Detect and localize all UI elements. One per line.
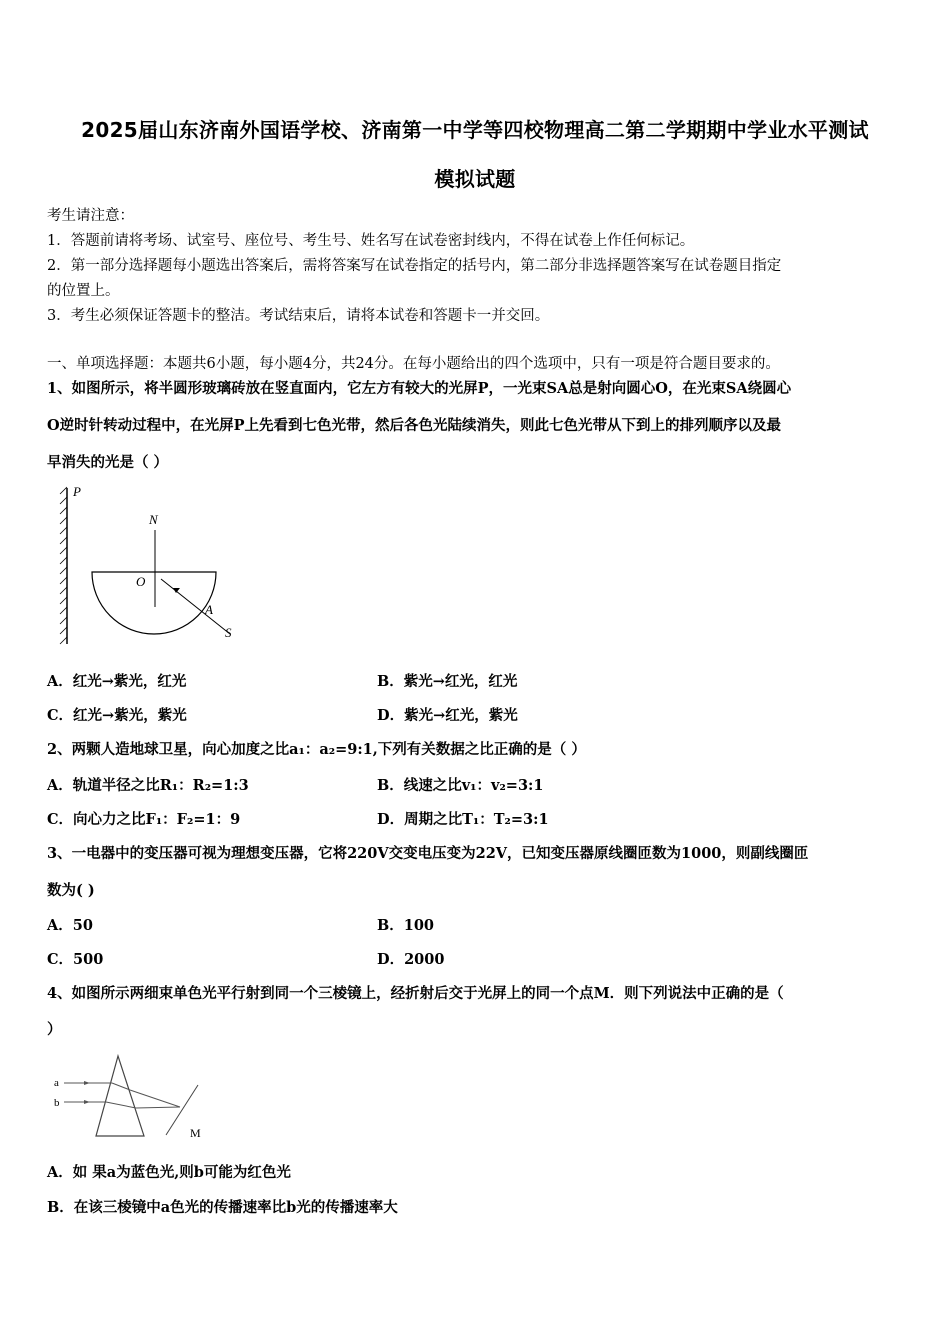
ray-b-inside	[106, 1102, 136, 1108]
q3-option-d: D．2000	[377, 951, 445, 968]
q4-option-b: B．在该三棱镜中a色光的传播速率比b光的传播速率大	[47, 1199, 398, 1216]
q1-figure	[40, 482, 260, 652]
label-o: O	[136, 574, 146, 589]
q3-option-b: B．100	[377, 917, 435, 934]
ray-a-out	[130, 1090, 180, 1107]
notice-heading: 考生请注意：	[47, 208, 134, 224]
page-title-line-2: 模拟试题	[434, 167, 516, 191]
q3-option-c: C．500	[47, 951, 104, 968]
q1-option-b: B．紫光→红光，红光	[377, 673, 518, 690]
q1-stem-line-3: 早消失的光是（ ）	[47, 454, 169, 471]
arrow-head-icon	[173, 588, 180, 593]
label-s: S	[225, 625, 232, 640]
notice-item-1: 1．答题前请将考场、试室号、座位号、考生号、姓名写在试卷密封线内，不得在试卷上作任何标记。	[47, 233, 695, 249]
q4-stem-line-2: ）	[47, 1021, 62, 1038]
q1-option-a: A．红光→紫光，红光	[47, 673, 187, 690]
label-a-ray: a	[54, 1077, 59, 1089]
q1-option-c: C．红光→紫光，紫光	[47, 707, 187, 724]
q3-option-a: A．50	[47, 917, 93, 934]
q4-figure	[48, 1050, 218, 1145]
q2-option-b: B．线速之比v₁：v₂=3:1	[377, 777, 544, 794]
label-a: A	[205, 602, 213, 617]
notice-item-3: 3．考生必须保证答题卡的整洁。考试结束后，请将本试卷和答题卡一并交回。	[47, 308, 550, 324]
q1-stem-line-1: 1、如图所示，将半圆形玻璃砖放在竖直面内，它左方有较大的光屏P，一光束SA总是射向圆心O，在光束SA绕圆心	[47, 380, 792, 397]
label-n: N	[149, 512, 158, 527]
ray-b-out	[136, 1107, 180, 1108]
q3-stem-line-1: 3、一电器中的变压器可视为理想变压器，它将220V交变电压变为22V，已知变压器原线圈匝数为1000，则副线圈匝	[47, 845, 809, 862]
q1-stem-line-2: O逆时针转动过程中，在光屏P上先看到七色光带，然后各色光陆续消失，则此七色光带从下到上的排列顺序以及最	[47, 417, 782, 434]
q4-option-a: A．如 果a为蓝色光,则b可能为红色光	[47, 1164, 291, 1181]
notice-item-2b: 的位置上。	[47, 283, 120, 299]
q1-option-d: D．紫光→红光，紫光	[377, 707, 518, 724]
q2-option-a: A．轨道半径之比R₁：R₂=1:3	[47, 777, 249, 794]
prism-triangle	[96, 1056, 144, 1136]
q2-option-d: D．周期之比T₁：T₂=3:1	[377, 811, 549, 828]
page-title-line-1: 2025届山东济南外国语学校、济南第一中学等四校物理高二第二学期期中学业水平测试	[81, 118, 869, 142]
arrow-head-icon	[84, 1100, 90, 1104]
notice-item-2a: 2．第一部分选择题每小题选出答案后，需将答案写在试卷指定的括号内，第二部分非选择题答案写在试卷题目指定	[47, 258, 782, 274]
label-b-ray: b	[54, 1097, 60, 1109]
section-1-heading: 一、单项选择题：本题共6小题，每小题4分，共24分。在每小题给出的四个选项中，只有一项是符合题目要求的。	[47, 356, 780, 372]
semicircle-glass	[92, 572, 216, 634]
q4-stem-line-1: 4、如图所示两细束单色光平行射到同一个三棱镜上，经折射后交于光屏上的同一个点M．则下列说法中正确的是（	[47, 985, 784, 1002]
q2-stem: 2、两颗人造地球卫星，向心加度之比a₁：a₂=9:1,下列有关数据之比正确的是（ ）	[47, 741, 586, 758]
q3-stem-line-2: 数为( )	[47, 882, 95, 899]
light-ray-sa	[161, 579, 230, 634]
q2-option-c: C．向心力之比F₁：F₂=1：9	[47, 811, 241, 828]
arrow-head-icon	[84, 1081, 90, 1085]
label-p: P	[73, 484, 81, 499]
light-screen-hatching	[60, 487, 67, 644]
label-m: M	[190, 1126, 201, 1140]
